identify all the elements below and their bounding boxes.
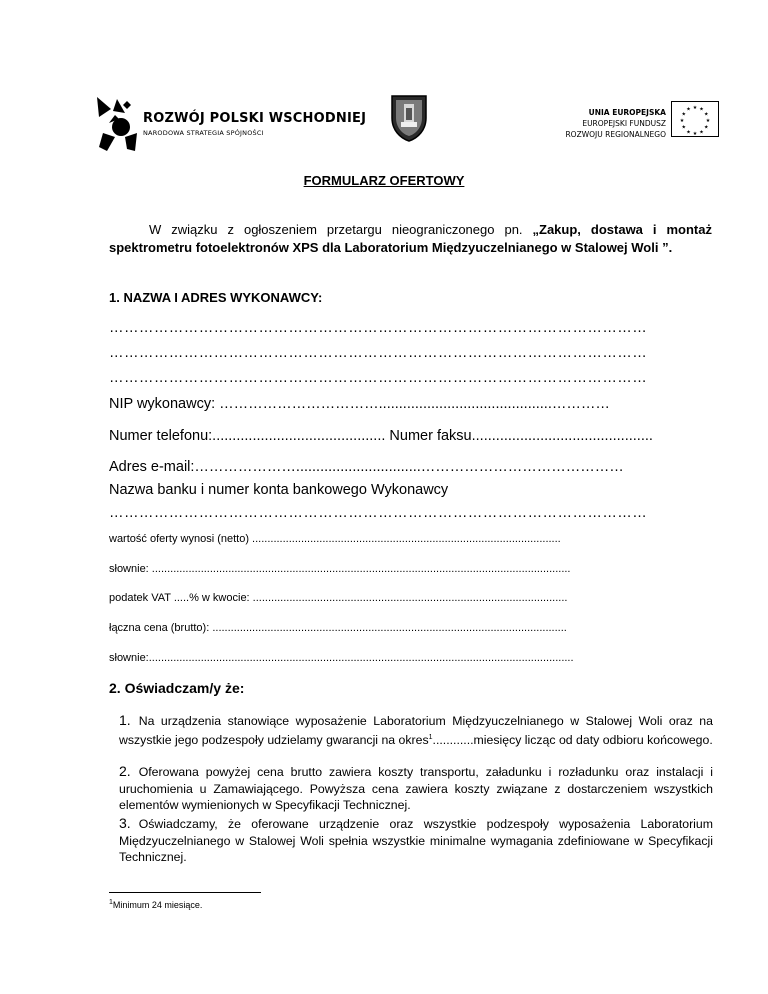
university-crest-icon <box>390 94 428 142</box>
svg-text:★: ★ <box>705 118 711 124</box>
svg-text:★: ★ <box>692 105 698 111</box>
rpw-logo-sub-text: NARODOWA STRATEGIA SPÓJNOŚCI <box>143 129 264 137</box>
intro-plain-text: W związku z ogłoszeniem przetargu nieograniczonego pn. <box>149 222 533 237</box>
footnote <box>109 899 202 910</box>
eu-logo-text <box>540 107 666 140</box>
svg-text:★: ★ <box>699 129 704 136</box>
email-field[interactable]: Adres e-mail:…………………...............................…………………………………… <box>109 459 624 475</box>
intro-paragraph <box>109 221 712 257</box>
svg-text:★: ★ <box>679 118 685 124</box>
brutto-field[interactable]: łączna cena (brutto): .................................................................................................................... <box>109 622 567 634</box>
svg-text:★: ★ <box>692 131 698 137</box>
address-line-3[interactable]: ……………………………………………………………………………………………… <box>109 370 648 386</box>
statement-1-text-a: Na urządzenia stanowiące wyposażenie Laboratorium Międzyuczelnianego w Stalowej Woli oraz na wszystkie jego podzespoły udzielamy gwarancji na okres <box>119 714 713 747</box>
section-2-heading: 2. Oświadczam/y że: <box>109 680 245 696</box>
svg-text:★: ★ <box>681 124 687 131</box>
vat-field[interactable]: podatek VAT .....% w kwocie: ....................................................................................................... <box>109 592 568 604</box>
statement-3-text: Oświadczamy, że oferowane urządzenie oraz wszystkie podzespoły wyposażenia Laboratorium Międzyuczelnianego w Stalowej Woli spełnia wszystkie minimalne wymagania zdefiniowane w Specyfikacji Technicznej. <box>119 817 713 864</box>
statement-item-1 <box>119 712 713 748</box>
nip-field[interactable]: NIP wykonawcy: ……………………………...........................................………… <box>109 396 610 412</box>
footnote-text: Minimum 24 miesiące. <box>112 900 203 910</box>
bank-account-field[interactable]: ……………………………………………………………………………………………… <box>109 505 648 521</box>
statement-item-3 <box>119 815 713 866</box>
statement-item-2 <box>119 763 713 814</box>
phone-fax-field[interactable]: Numer telefonu:........................................... Numer faksu............................................. <box>109 428 653 444</box>
eu-line-3: ROZWOJU REGIONALNEGO <box>565 130 666 139</box>
intro-bold-text: „Zakup, dostawa i montaż spektrometru fotoelektronów XPS dla Laboratorium Międzyuczelnianego w Stalowej Woli ”. <box>109 222 712 255</box>
svg-text:★: ★ <box>686 106 691 113</box>
statement-2-text: Oferowana powyżej cena brutto zawiera koszty transportu, załadunku i rozładunku oraz instalacji i uruchomienia u Zamawiającego. Powyższa cena zawiera koszty związane z dostarczeniem wszystkich elementów wymienionych w Specyfikacji Technicznej. <box>119 765 713 812</box>
statement-1-footnote-ref: 1 <box>428 733 433 741</box>
svg-text:★: ★ <box>681 111 687 118</box>
section-1-heading: 1. NAZWA I ADRES WYKONAWCY: <box>109 290 323 305</box>
svg-text:★: ★ <box>703 124 709 131</box>
statement-2-number: 2. <box>119 763 131 779</box>
eu-flag-icon <box>671 101 719 137</box>
netto-value-field[interactable]: wartość oferty wynosi (netto) ..................................................................................................... <box>109 533 561 545</box>
slownie-1-field[interactable]: słownie: ......................................................................................................................................... <box>109 563 571 575</box>
svg-text:★: ★ <box>703 111 709 118</box>
address-line-2[interactable]: ……………………………………………………………………………………………… <box>109 345 648 361</box>
svg-text:★: ★ <box>686 129 691 136</box>
svg-text:★: ★ <box>699 106 704 113</box>
eu-line-1: UNIA EUROPEJSKA <box>588 108 666 117</box>
document-title: FORMULARZ OFERTOWY <box>303 173 465 188</box>
address-line-1[interactable]: ……………………………………………………………………………………………… <box>109 320 648 336</box>
statement-1-number: 1. <box>119 712 131 728</box>
rpw-emblem-icon <box>95 93 141 155</box>
footnote-separator <box>109 892 261 893</box>
footnote-marker: 1 <box>109 899 113 906</box>
rpw-logo-main-text: ROZWÓJ POLSKI WSCHODNIEJ <box>143 111 367 126</box>
bank-label: Nazwa banku i numer konta bankowego Wykonawcy <box>109 482 449 498</box>
slownie-2-field[interactable]: słownie:........................................................................................................................................... <box>109 652 574 664</box>
rpw-logo <box>95 93 365 155</box>
eu-line-2: EUROPEJSKI FUNDUSZ <box>582 119 666 128</box>
statement-3-number: 3. <box>119 815 131 831</box>
statement-1-text-b: ............miesięcy licząc od daty odbioru końcowego. <box>432 732 713 747</box>
